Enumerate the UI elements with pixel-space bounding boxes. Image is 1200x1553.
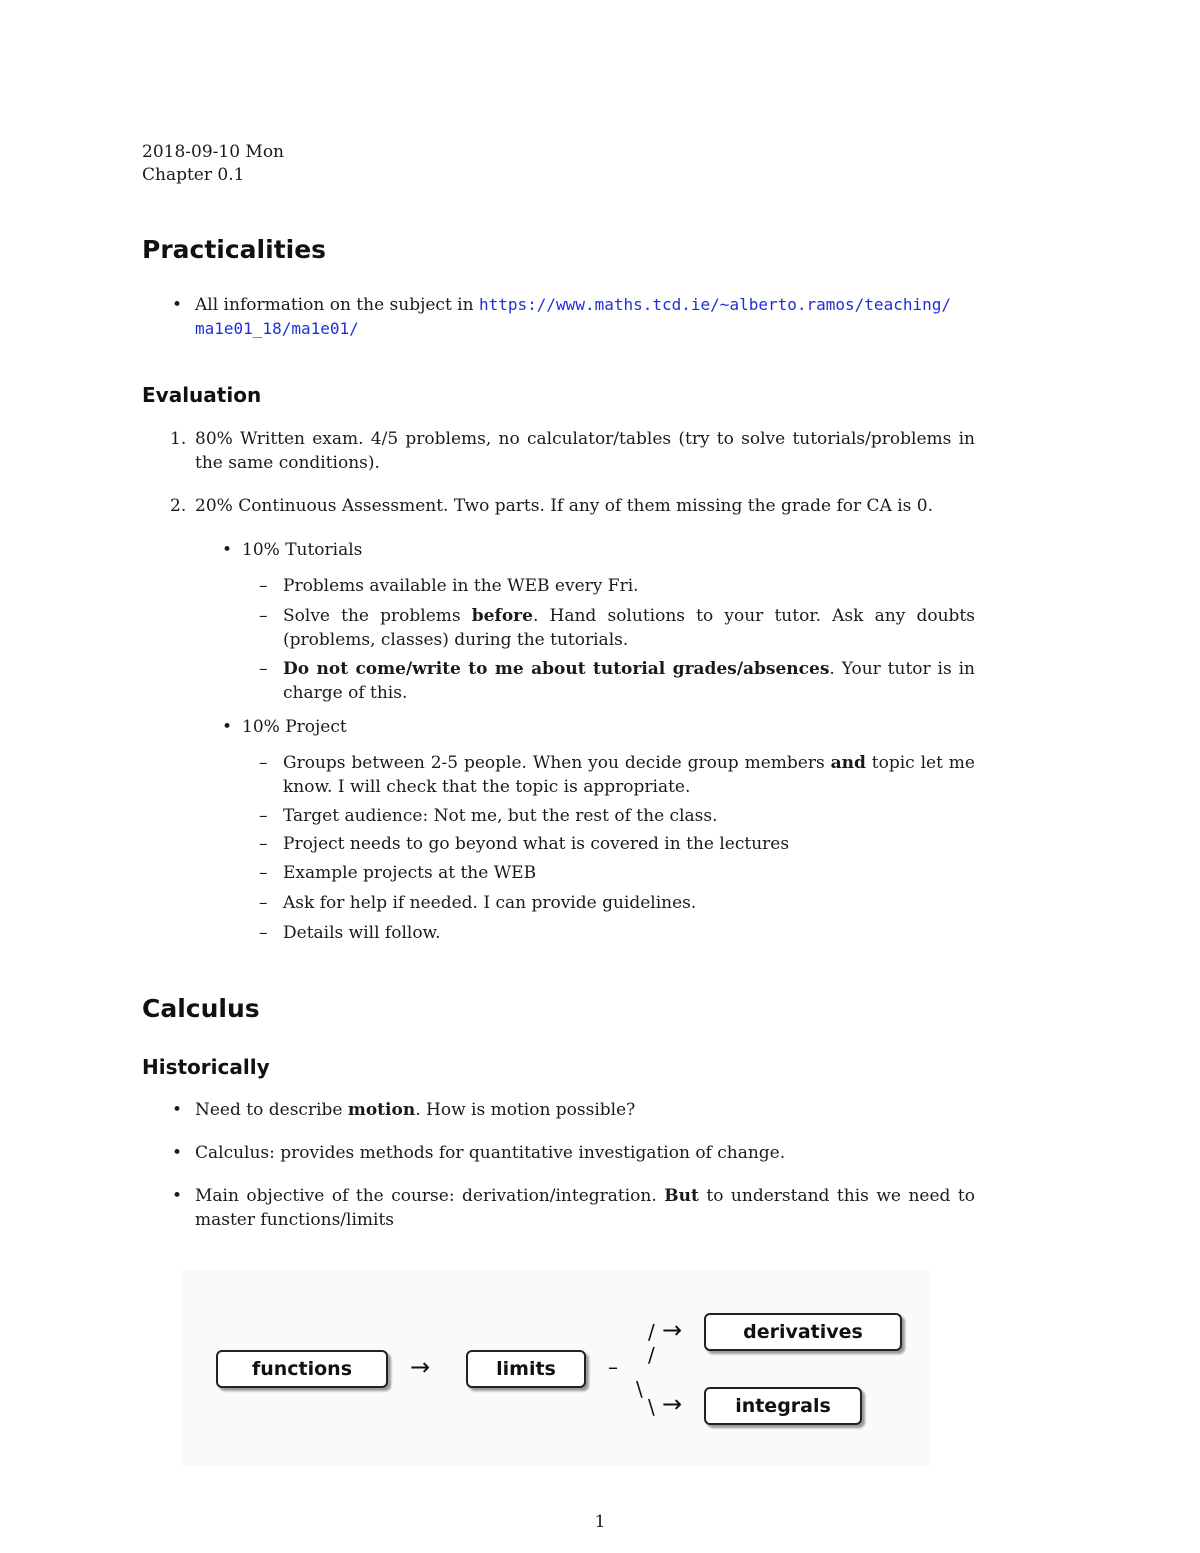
calculus-bullet: Calculus: provides methods for quantitative investigation of change. [195, 1143, 786, 1163]
text-segment: . Your tutor is in charge of this. [283, 659, 975, 703]
slash-glyph: / [648, 1343, 655, 1367]
bullet-marker: • [222, 540, 233, 560]
node-integrals: integrals [704, 1387, 862, 1425]
project-item: Target audience: Not me, but the rest of the class. [283, 806, 718, 826]
tutorial-item [283, 657, 975, 705]
course-link[interactable]: https://www.maths.tcd.ie/~alberto.ramos/teaching/ [478, 295, 951, 314]
text-segment: to understand this we need to master functions/limits [195, 1186, 975, 1230]
dash-marker: – [259, 923, 268, 943]
list-number: 2. [170, 496, 187, 516]
text-segment: Need to describe [195, 1100, 348, 1120]
evaluation-item-continuous: 20% Continuous Assessment. Two parts. If any of them missing the grade for CA is 0. [195, 496, 934, 516]
bold-segment: and [830, 753, 866, 773]
bullet-marker: • [172, 1143, 183, 1163]
dash-marker: – [259, 576, 268, 596]
bullet-marker: • [222, 717, 233, 737]
project-item: Project needs to go beyond what is covered in the lectures [283, 834, 790, 854]
text-segment: Solve the problems [283, 606, 472, 626]
list-number: 1. [170, 429, 187, 449]
text-segment: Groups between 2-5 people. When you decide group members [283, 753, 831, 773]
page-number: 1 [594, 1512, 606, 1532]
section-title-historically: Historically [142, 1055, 270, 1079]
bold-segment: Do not come/write to me about tutorial grades/absences [283, 659, 830, 679]
text-segment: Main objective of the course: derivation/integration. [195, 1186, 665, 1206]
info-text: All information on the subject in [195, 295, 474, 315]
project-item: Example projects at the WEB [283, 863, 537, 883]
dash-marker: – [259, 863, 268, 883]
node-functions: functions [216, 1350, 388, 1388]
tutorial-item [283, 604, 975, 652]
dash-marker: – [259, 659, 268, 679]
project-label: 10% Project [242, 717, 347, 737]
chapter-line: Chapter 0.1 [142, 165, 245, 185]
arrow-icon: → [410, 1353, 431, 1381]
backslash-glyph: \ [636, 1377, 643, 1401]
section-title-practicalities: Practicalities [142, 235, 327, 264]
arrow-icon: → [662, 1316, 683, 1344]
dash-marker: – [259, 893, 268, 913]
course-link-continued[interactable]: ma1e01_18/ma1e01/ [195, 319, 359, 338]
concept-flow-diagram [182, 1270, 930, 1466]
text-segment: . Hand solutions to your tutor. Ask any doubts (problems, classes) during the tutorials. [283, 606, 975, 650]
bullet-marker: • [172, 1100, 183, 1120]
tutorial-item: Problems available in the WEB every Fri. [283, 576, 639, 596]
dash-marker: – [259, 606, 268, 626]
bullet-marker: • [172, 295, 183, 315]
backslash-glyph: \ [648, 1395, 655, 1419]
node-limits: limits [466, 1350, 586, 1388]
section-title-calculus: Calculus [142, 994, 260, 1023]
text-segment: topic let me know. I will check that the topic is appropriate. [283, 753, 975, 797]
project-item: Ask for help if needed. I can provide guidelines. [283, 893, 697, 913]
tutorials-label: 10% Tutorials [242, 540, 363, 560]
dash-marker: – [259, 806, 268, 826]
calculus-bullet [195, 1098, 975, 1122]
dash-marker: – [259, 753, 268, 773]
calculus-bullet [195, 1184, 975, 1232]
date-line: 2018-09-10 Mon [142, 142, 285, 162]
bold-segment: But [664, 1186, 699, 1206]
dash-glyph: – [608, 1355, 618, 1379]
project-item: Details will follow. [283, 923, 441, 943]
text-segment: . How is motion possible? [415, 1100, 636, 1120]
info-paragraph [195, 293, 975, 341]
dash-marker: – [259, 834, 268, 854]
arrow-icon: → [662, 1390, 683, 1418]
bold-segment: before [471, 606, 533, 626]
bullet-marker: • [172, 1186, 183, 1206]
section-title-evaluation: Evaluation [142, 383, 262, 407]
slash-glyph: / [648, 1320, 655, 1344]
bold-segment: motion [347, 1100, 416, 1120]
evaluation-item-exam: 80% Written exam. 4/5 problems, no calculator/tables (try to solve tutorials/problems in the same conditions). [195, 429, 975, 473]
project-item [283, 751, 975, 799]
node-derivatives: derivatives [704, 1313, 902, 1351]
